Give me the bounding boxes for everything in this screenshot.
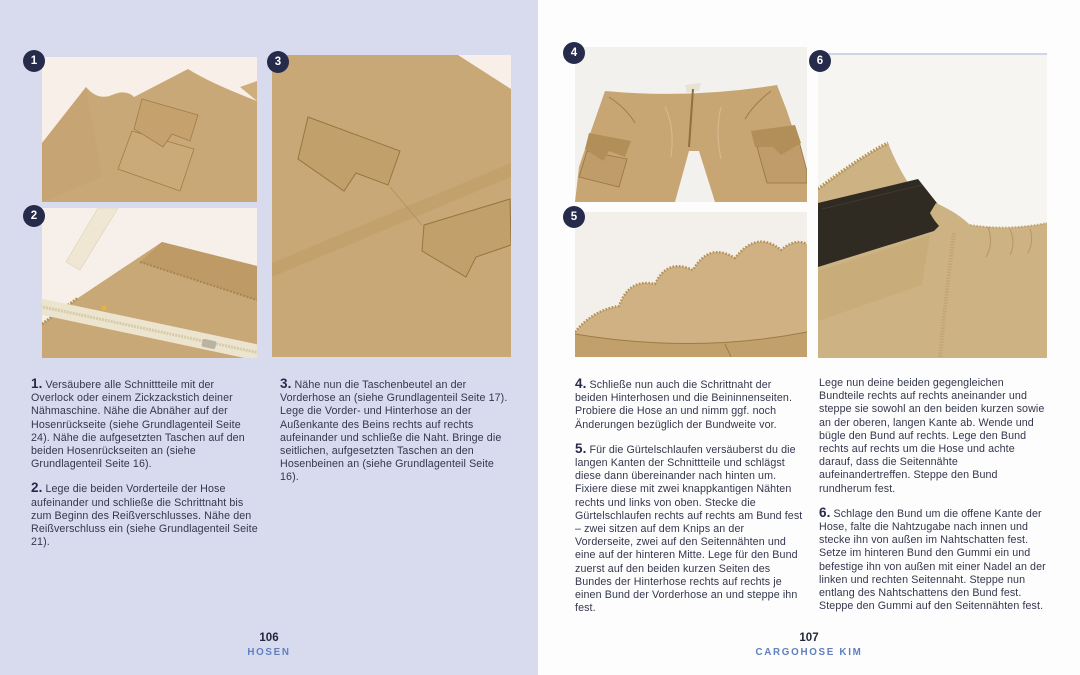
step-badge-2 <box>23 205 45 227</box>
left-text-column-2 <box>280 377 508 495</box>
step-2-text: Lege die beiden Vorderteile der Hose aufeinander und schließe die Schrittnaht bis zum Beginn des Reißverschlusses. Nähe den Reißverschluss ein (siehe Grundlagenteil Seite 21). <box>31 483 258 549</box>
right-text-column-2 <box>819 377 1047 623</box>
step-3-number: 3. <box>280 376 292 391</box>
step-3-text: Nähe nun die Taschenbeutel an der Vorderhose an (siehe Grundlagenteil Seite 17). Lege die Vorder- und Hinterhose an der Außenkante des Beins rechts auf rechts aufeinander und schließe die Naht. Bringe die seitlichen, aufgesetzten Taschen an den Hosenbeinen an (siehe Grundlagenteil Seite 16). <box>280 379 508 484</box>
photo-step-4 <box>575 47 807 202</box>
photo-step-2-illustration <box>42 208 257 358</box>
photo-step-6-illustration <box>818 53 1047 358</box>
step-5-paragraph <box>575 442 805 616</box>
right-text-column-1 <box>575 377 805 625</box>
step-2-number: 2. <box>31 480 43 496</box>
step-4-paragraph <box>575 377 805 432</box>
step-badge-2-number: 2 <box>30 210 38 222</box>
step-badge-3 <box>267 51 289 73</box>
photo-step-3 <box>272 55 511 357</box>
step-5-continued-paragraph <box>819 377 1047 496</box>
footer-right <box>538 632 1080 658</box>
photo-step-3-illustration <box>272 55 511 357</box>
page-right-cargohose-kim <box>538 0 1080 675</box>
step-2-paragraph <box>31 481 259 549</box>
photo-step-4-illustration <box>575 47 807 202</box>
step-1-number: 1. <box>31 376 43 391</box>
step-5-text: Für die Gürtelschlaufen versäuberst du die langen Kanten der Schnittteile und schlägst diese dann übereinander nach hinten um. Fixiere diese mit zwei knappkantigen Nähten rechts und links von oben. Stecke die Gürtelschlaufen rechts auf rechts am Bund fest – zwei sitzen auf dem Knips an der Vorderseite, zwei auf den Seitennähten und eine auf der hinteren Mitte. Lege für den Bund zuerst auf den beiden kurzen Seiten des Bundes der Hinterhose rechts auf rechts je einen Bund der Vorderhose an und steppe ihn fest. <box>575 443 803 615</box>
step-badge-1 <box>23 50 45 72</box>
step-4-text: Schließe nun auch die Schrittnaht der beiden Hinterhosen und die Beininnenseiten. Probiere die Hose an und nimm ggf. noch Änderungen bezüglich der Bundweite vor. <box>575 379 793 431</box>
step-badge-5-number: 5 <box>570 211 578 223</box>
page-label-right: CARGOHOSE KIM <box>755 647 863 658</box>
photo-step-2 <box>42 208 257 358</box>
photo-step-5-illustration <box>575 212 807 357</box>
page-label-left: HOSEN <box>247 647 291 658</box>
step-5-number: 5. <box>575 440 587 456</box>
step-5-continued-text: Lege nun deine beiden gegengleichen Bundteile rechts auf rechts aneinander und steppe sie sowohl an den beiden kurzen sowie an der oberen, langen Kante ab. Wende und bügle den Bund auf rechts. Lege den Bund rechts auf rechts um die Hose und achte darauf, dass die Seitennähte aufeinandertreffen. Steppe den Bund rundherum fest. <box>819 377 1045 495</box>
step-badge-6 <box>809 50 831 72</box>
step-6-number: 6. <box>819 504 831 520</box>
photo-step-1-illustration <box>42 57 257 202</box>
step-badge-1-number: 1 <box>30 55 38 67</box>
page-left-hosen <box>0 0 538 675</box>
step-6-paragraph <box>819 506 1047 614</box>
step-badge-6-number: 6 <box>816 55 824 67</box>
step-1-paragraph <box>31 377 259 471</box>
step-4-number: 4. <box>575 376 587 391</box>
page-number-left: 106 <box>259 632 279 644</box>
step-badge-4-number: 4 <box>570 47 578 59</box>
step-badge-5 <box>563 206 585 228</box>
step-badge-3-number: 3 <box>274 56 282 68</box>
step-badge-4 <box>563 42 585 64</box>
step-6-text: Schlage den Bund um die offene Kante der Hose, falte die Nahtzugabe nach innen und stecke ihn von außen im Nahtschatten fest. Setze im hinteren Bund den Gummi ein und befestige ihn von außen mit einer Nadel an der linken und rechten Seitennaht. Steppe nun entlang des Nahtschattens den Bund fest. Steppe den Gummi auf den Seitennähten fest. <box>819 507 1046 613</box>
step-1-text: Versäubere alle Schnittteile mit der Overlock oder einem Zickzackstich deiner Nähmaschine. Nähe die Abnäher auf der Hosenrückseite (siehe Grundlagenteil Seite 24). Nähe die aufgesetzten Taschen auf den beiden Hosenrückseiten an (siehe Grundlagenteil Seite 16). <box>31 379 245 471</box>
photo-step-5 <box>575 212 807 357</box>
photo-step-6 <box>818 53 1047 358</box>
photo-step-1 <box>42 57 257 202</box>
footer-left <box>0 632 538 658</box>
left-text-column-1 <box>31 377 259 559</box>
step-3-paragraph <box>280 377 508 485</box>
page-number-right: 107 <box>799 632 819 644</box>
